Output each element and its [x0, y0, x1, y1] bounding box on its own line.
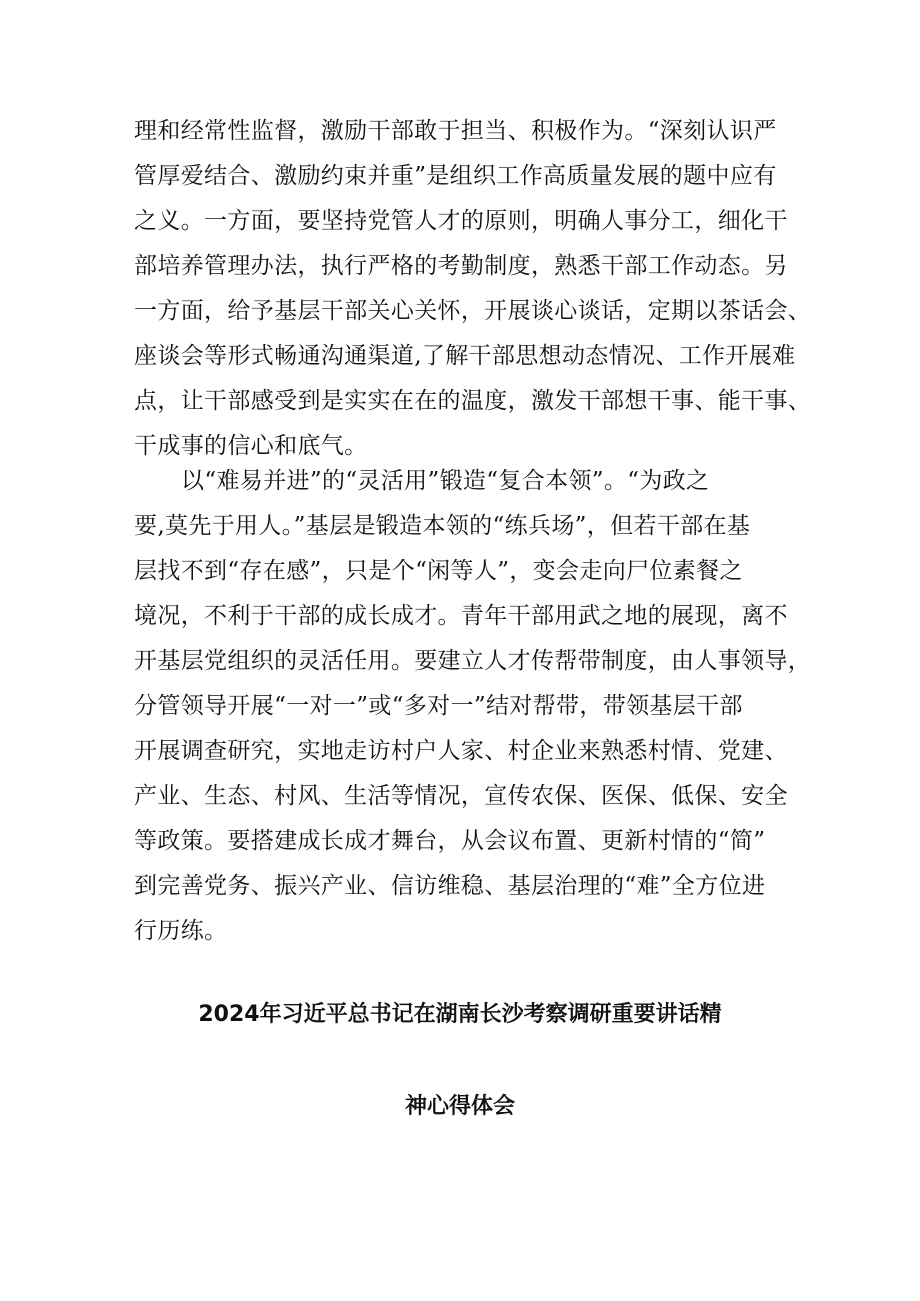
paragraph-1-line-7: 点，让干部感受到是实实在在的温度，激发干部想干事、能干事、: [134, 388, 812, 414]
paragraph-1-line-8: 干成事的信心和底气。: [134, 433, 368, 459]
article-title-line-1: 2024年习近平总书记在湖南长沙考察调研重要讲话精: [198, 1002, 722, 1027]
paragraph-2-line-9: 等政策。要搭建成长成才舞台，从会议布置、更新村情的“简”: [134, 828, 766, 854]
paragraph-1-line-5: 一方面，给予基层干部关心关怀，开展谈心谈话，定期以茶话会、: [134, 298, 812, 324]
paragraph-1-line-3: 之义。一方面，要坚持党管人才的原则，明确人事分工，细化干: [134, 208, 788, 234]
paragraph-2-line-10: 到完善党务、振兴产业、信访维稳、基层治理的“难”全方位进: [134, 873, 766, 899]
paragraph-1-line-1: 理和经常性监督，激励干部敢于担当、积极作为。“深刻认识严: [134, 118, 777, 144]
paragraph-2-line-7: 开展调查研究，实地走访村户人家、村企业来熟悉村情、党建、: [134, 738, 788, 764]
paragraph-1-line-4: 部培养管理办法，执行严格的考勤制度，熟悉干部工作动态。另: [134, 253, 788, 279]
article-title-line-2: 神心得体会: [404, 1094, 515, 1119]
paragraph-2-line-3: 层找不到“存在感”，只是个“闲等人”，变会走向尸位素餐之: [134, 558, 743, 584]
paragraph-2-line-1: 以“难易并进”的“灵活用”锻造“复合本领”。“为政之: [181, 468, 710, 494]
paragraph-2-line-11: 行历练。: [134, 918, 228, 944]
paragraph-2-line-5: 开基层党组织的灵活任用。要建立人才传帮带制度，由人事领导，: [134, 648, 812, 674]
paragraph-2-line-6: 分管领导开展“一对一”或“多对一”结对帮带，带领基层干部: [134, 693, 743, 719]
paragraph-2-line-4: 境况，不利于干部的成长成才。青年干部用武之地的展现，离不: [134, 603, 788, 629]
paragraph-2-line-2: 要,莫先于用人。”基层是锻造本领的“练兵场”，但若干部在基: [134, 513, 751, 539]
paragraph-1-line-6: 座谈会等形式畅通沟通渠道,了解干部思想动态情况、工作开展难: [134, 343, 796, 369]
paragraph-2-line-8: 产业、生态、村风、生活等情况，宣传农保、医保、低保、安全: [134, 783, 788, 809]
paragraph-1-line-2: 管厚爱结合、激励约束并重”是组织工作高质量发展的题中应有: [134, 163, 777, 189]
